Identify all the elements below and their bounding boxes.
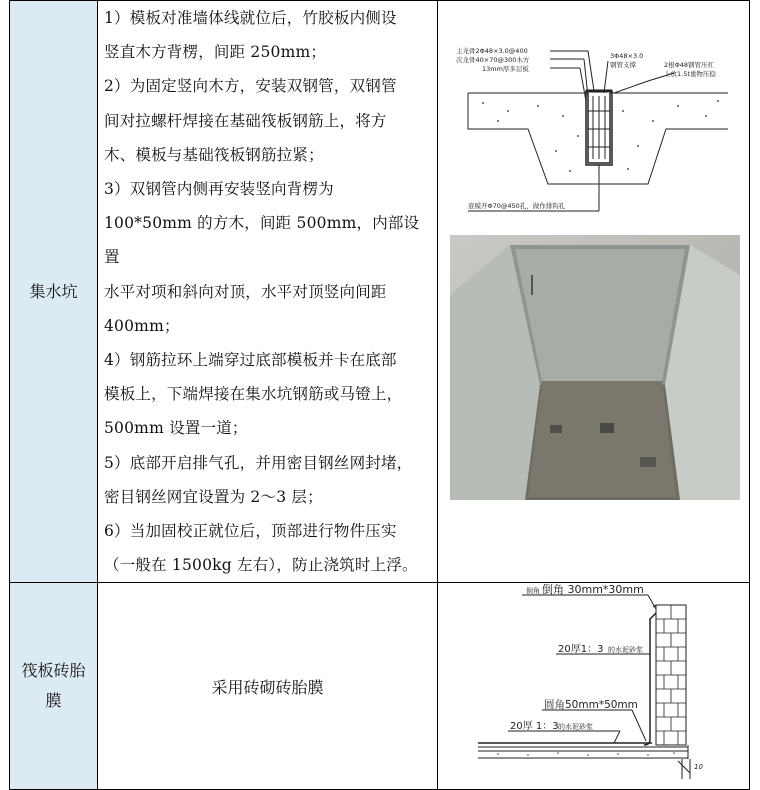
step-line: 1）模板对准墙体线就位后，竹胶板内侧设 [104,9,397,27]
label-fillet: 圆角50mm*50mm [544,699,638,712]
label-mortar-wall-num: 20厚1：3 [558,644,604,656]
label-support-2: 钢管支撑 [610,61,636,69]
step-line: 间对拉螺杆焊接在基础筏板钢筋上，将方 [104,111,387,130]
label-line: 筏板砖胎 [21,661,86,681]
table-row [10,1,750,583]
step-line: 模板上，下端焊接在集水坑钢筋或马镫上， [104,385,403,404]
table-row [10,583,750,790]
label-right-2: 上放1.5t重物压稳 [664,70,716,78]
label-board: 13mm厚多层板 [482,65,529,73]
sump-pit-photo [450,235,740,500]
step-line: 4）钢筋拉环上端穿过底部模板并卡在底部 [104,351,397,370]
step-line: 5）底部开启排气孔，并用密目钢丝网封堵， [104,453,413,472]
row-label-sump-pit: 集水坑 [10,1,98,583]
brick-mold-description: 采用砖砌砖胎膜 [98,583,438,790]
row-label-raft-brick-mold [10,583,98,790]
step-line: 100*50mm 的方木，间距 500mm，内部设置 [104,214,420,267]
label-support-1: 3Φ48×3.0 [610,52,644,60]
label-sub-keel: 次龙骨40×70@300木方 [456,56,530,64]
step-line: 500mm 设置一道； [104,419,248,438]
construction-method-table [9,0,750,790]
label-line: 膜 [45,691,62,711]
step-line: 6）当加固校正就位后，顶部进行物件压实 [104,522,397,541]
label-mortar-floor-num: 20厚 1：3 [510,721,559,733]
label-bottom: 底模开Φ70@450孔，做作排钩孔 [468,202,566,210]
label-chamfer-prefix: 倒角 [526,587,540,596]
step-line: 2）为固定竖向木方，安装双钢管，双钢管 [104,77,397,96]
label-main-keel: 主龙骨2Φ48×3.0@400 [456,47,528,55]
sump-pit-section-drawing [438,1,748,231]
label-mortar-wall-txt: 的水泥砂浆 [608,646,643,655]
label-dimension: 10 [694,763,703,772]
step-line: （一般在 1500kg 左右），防止浇筑时上浮。 [104,556,418,575]
step-line: 木、模板与基础筏板钢筋拉紧； [104,145,324,164]
sump-pit-figures [438,1,750,583]
label-chamfer: 倒角 30mm*30mm [542,583,644,597]
brick-mold-figure [438,583,750,790]
label-right-1: 2根Φ48钢管压杠 [664,61,715,69]
step-list [98,1,438,583]
step-line: 3）双钢管内侧再安装竖向背楞为 [104,180,334,199]
brick-mold-section-drawing [438,583,748,788]
step-line: 水平对项和斜向对顶，水平对顶竖向间距 [104,282,387,301]
step-line: 竖直木方背楞，间距 250mm； [104,43,327,62]
step-line: 密目钢丝网宜设置为 2～3 层； [104,487,323,506]
step-line: 400mm； [104,316,180,335]
label-mortar-floor-txt: 的水泥砂浆 [558,723,593,732]
